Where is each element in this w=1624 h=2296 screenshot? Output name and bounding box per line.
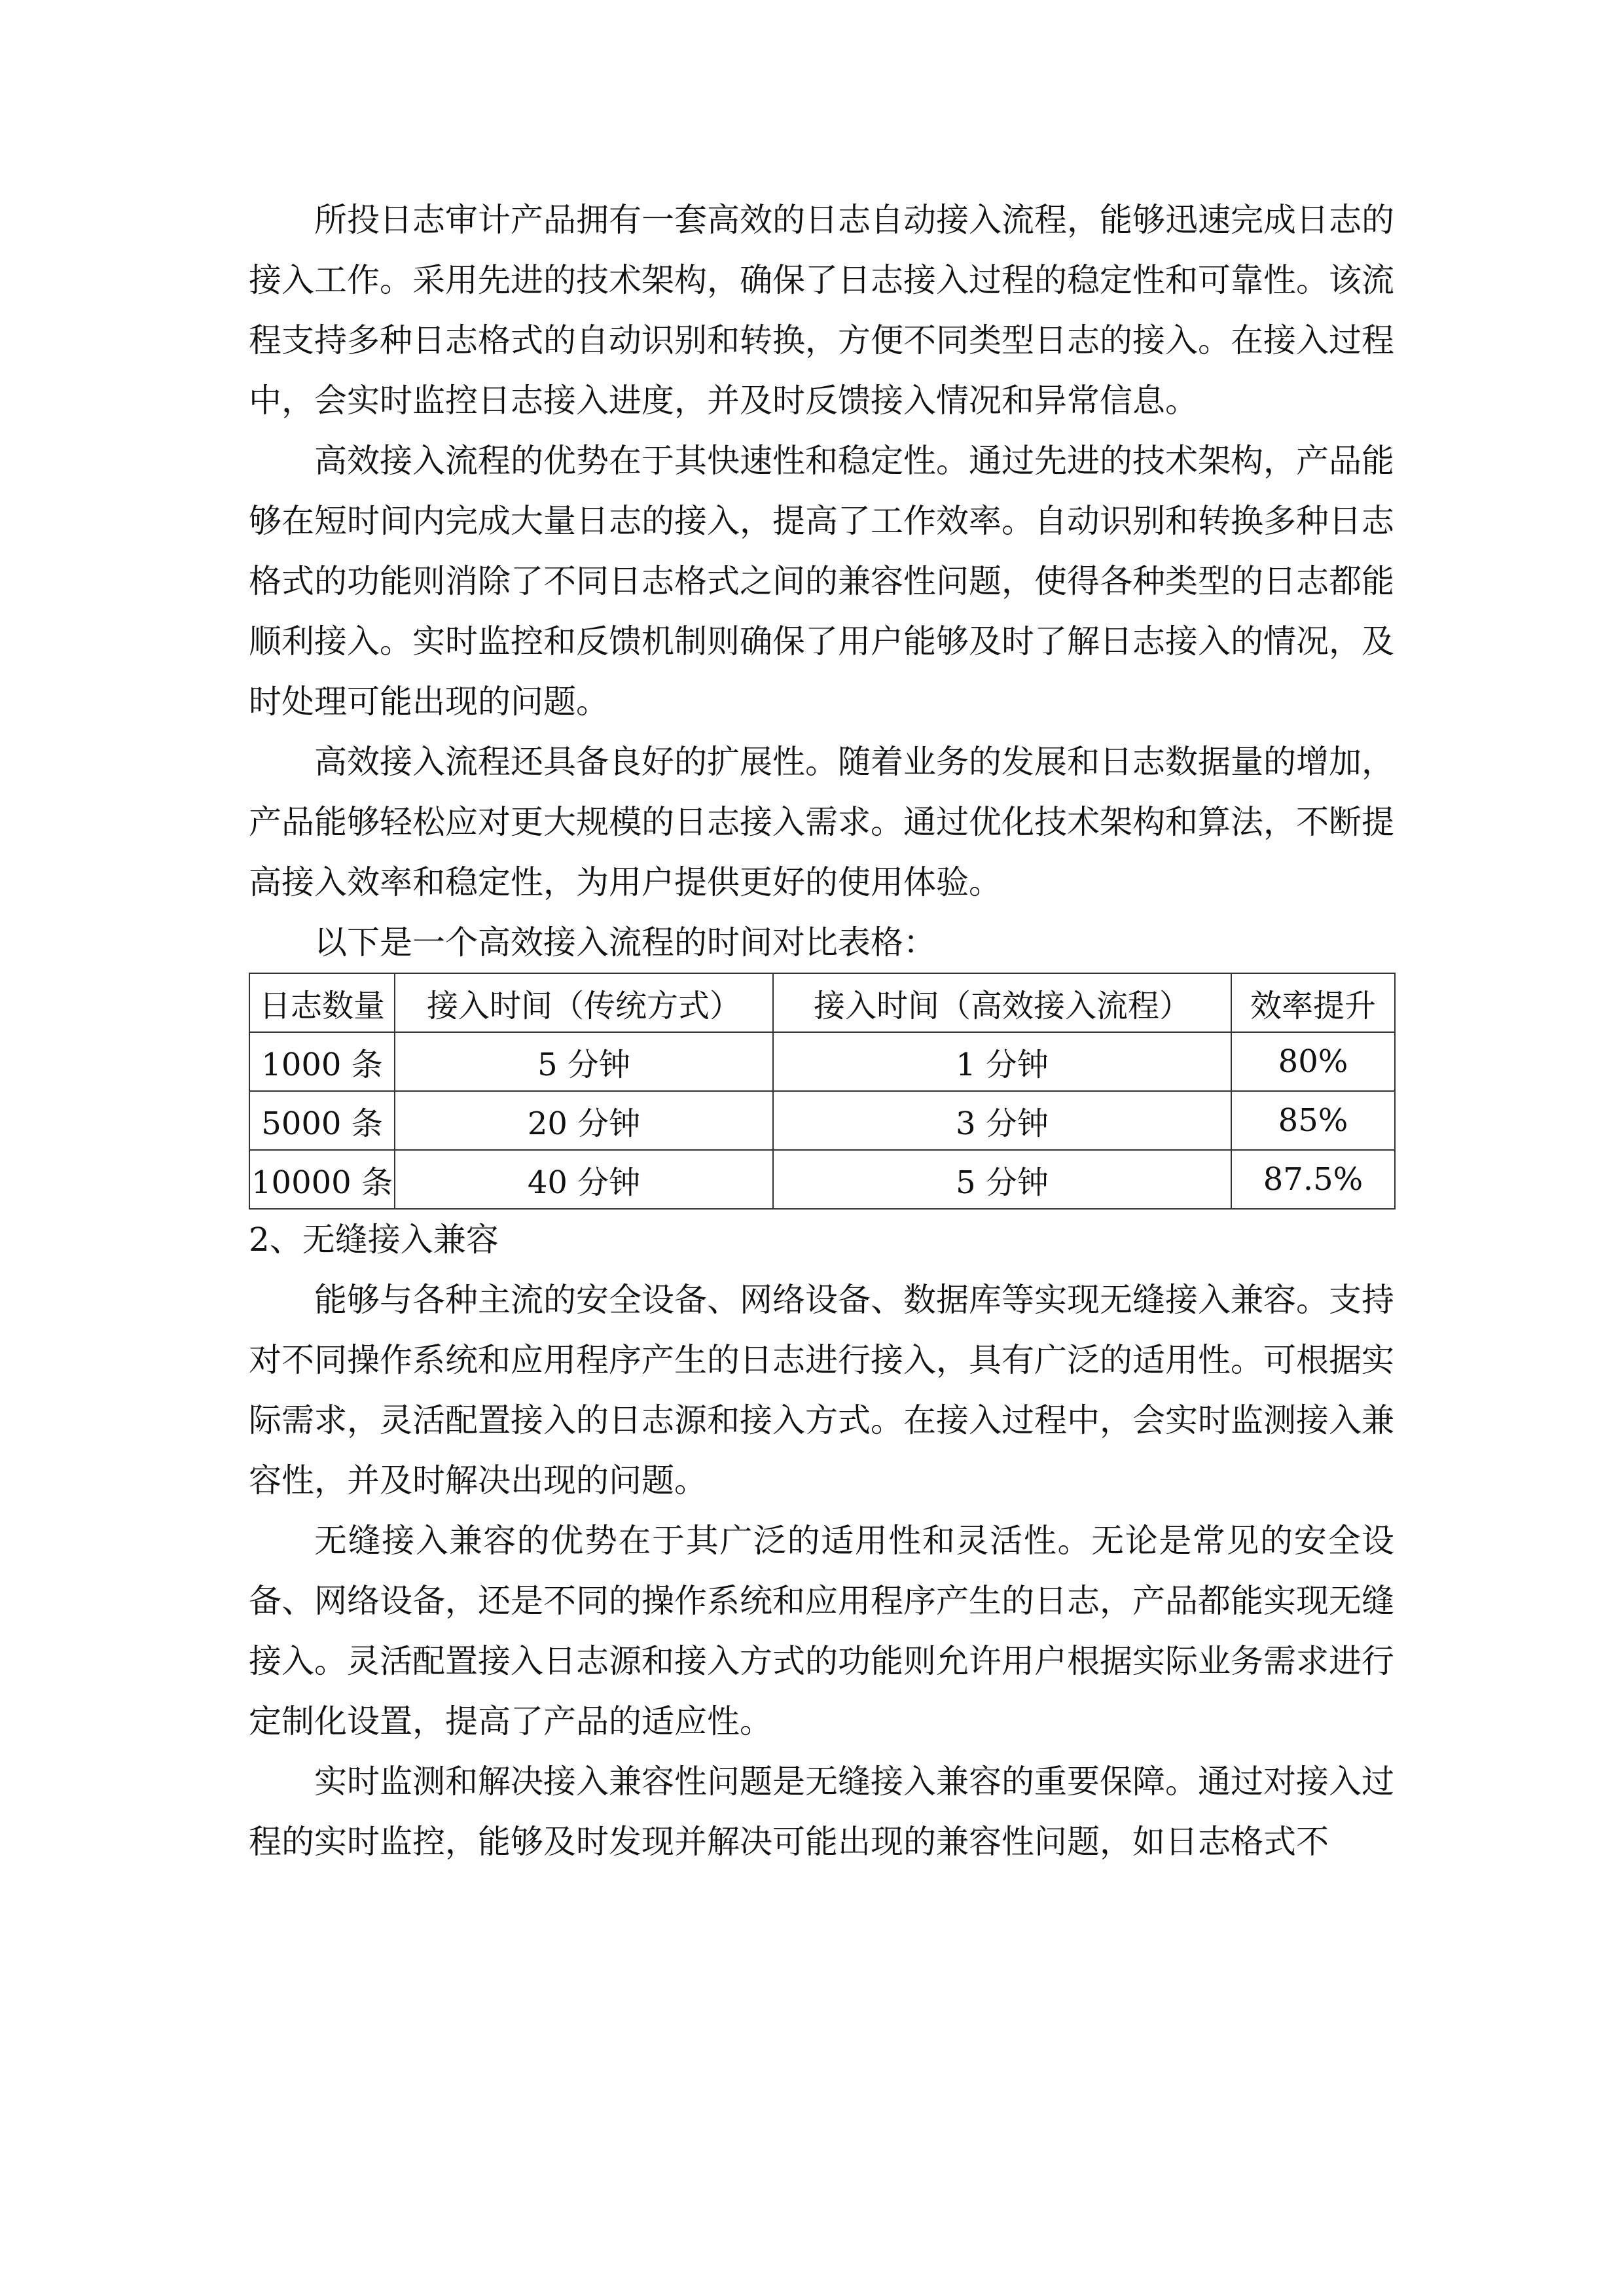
cell-efficiency-gain: 87.5% — [1231, 1150, 1395, 1209]
time-comparison-table — [249, 973, 1396, 1210]
cell-traditional-time: 40 分钟 — [395, 1150, 773, 1209]
cell-efficiency-gain: 85% — [1231, 1091, 1395, 1150]
cell-efficient-time: 1 分钟 — [773, 1032, 1231, 1091]
cell-efficiency-gain: 80% — [1231, 1032, 1395, 1091]
paragraph-scalability: 高效接入流程还具备良好的扩展性。随着业务的发展和日志数据量的增加，产品能够轻松应对更大规模的日志接入需求。通过优化技术架构和算法，不断提高接入效率和稳定性，为用户提供更好的使用体验。 — [249, 743, 1394, 901]
header-efficiency-gain: 效率提升 — [1231, 973, 1395, 1032]
paragraph-compat-monitoring: 实时监测和解决接入兼容性问题是无缝接入兼容的重要保障。通过对接入过程的实时监控，能够及时发现并解决可能出现的兼容性问题，如日志格式不 — [249, 1763, 1394, 1861]
cell-log-count: 5000 条 — [249, 1091, 395, 1150]
table-row — [249, 1150, 1395, 1209]
cell-log-count: 10000 条 — [249, 1150, 395, 1209]
header-efficient-time: 接入时间（高效接入流程） — [773, 973, 1231, 1032]
table-header-row — [249, 973, 1395, 1032]
table-caption: 以下是一个高效接入流程的时间对比表格： — [314, 924, 936, 961]
cell-efficient-time: 5 分钟 — [773, 1150, 1231, 1209]
section-heading-seamless-compat: 2、无缝接入兼容 — [249, 1221, 499, 1259]
cell-traditional-time: 5 分钟 — [395, 1032, 773, 1091]
table-row — [249, 1091, 1395, 1150]
cell-efficient-time: 3 分钟 — [773, 1091, 1231, 1150]
cell-traditional-time: 20 分钟 — [395, 1091, 773, 1150]
cell-log-count: 1000 条 — [249, 1032, 395, 1091]
paragraph-auto-ingest-intro: 所投日志审计产品拥有一套高效的日志自动接入流程，能够迅速完成日志的接入工作。采用先进的技术架构，确保了日志接入过程的稳定性和可靠性。该流程支持多种日志格式的自动识别和转换，方便不同类型日志的接入。在接入过程中，会实时监控日志接入进度，并及时反馈接入情况和异常信息。 — [249, 201, 1394, 420]
paragraph-compat-advantages: 无缝接入兼容的优势在于其广泛的适用性和灵活性。无论是常见的安全设备、网络设备，还是不同的操作系统和应用程序产生的日志，产品都能实现无缝接入。灵活配置接入日志源和接入方式的功能则允许用户根据实际业务需求进行定制化设置，提高了产品的适应性。 — [249, 1522, 1394, 1740]
header-log-count: 日志数量 — [249, 973, 395, 1032]
paragraph-efficiency-advantages: 高效接入流程的优势在于其快速性和稳定性。通过先进的技术架构，产品能够在短时间内完成大量日志的接入，提高了工作效率。自动识别和转换多种日志格式的功能则消除了不同日志格式之间的兼容性问题，使得各种类型的日志都能顺利接入。实时监控和反馈机制则确保了用户能够及时了解日志接入的情况，及时处理可能出现的问题。 — [249, 442, 1394, 721]
paragraph-compat-intro: 能够与各种主流的安全设备、网络设备、数据库等实现无缝接入兼容。支持对不同操作系统和应用程序产生的日志进行接入，具有广泛的适用性。可根据实际需求，灵活配置接入的日志源和接入方式。在接入过程中，会实时监测接入兼容性，并及时解决出现的问题。 — [249, 1281, 1394, 1499]
table-row — [249, 1032, 1395, 1091]
header-traditional-time: 接入时间（传统方式） — [395, 973, 773, 1032]
document-page — [249, 190, 1394, 1872]
